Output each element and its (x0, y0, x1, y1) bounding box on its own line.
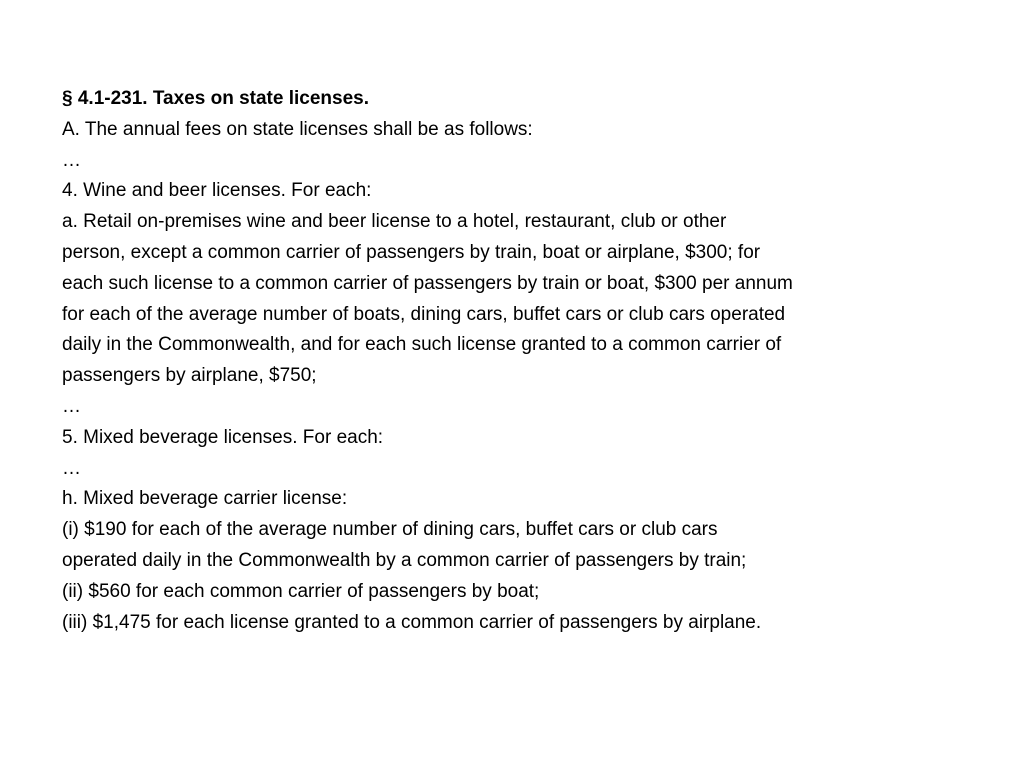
text-line-item-4a-6: passengers by airplane, $750; (62, 365, 317, 387)
text-line-item-5h: h. Mixed beverage carrier license: (62, 488, 348, 510)
text-line-item-5: 5. Mixed beverage licenses. For each: (62, 426, 384, 448)
text-line-item-5h-iii: (iii) $1,475 for each license granted to a common carrier of passengers by airplane. (62, 611, 762, 633)
text-line-item-4a-5: daily in the Commonwealth, and for each such license granted to a common carrier of (62, 334, 782, 356)
text-line-item-5h-ii: (ii) $560 for each common carrier of passengers by boat; (62, 580, 540, 602)
statute-text (62, 84, 1002, 638)
section-heading: § 4.1-231. Taxes on state licenses. (62, 88, 369, 109)
text-line-item-4a-1: a. Retail on-premises wine and beer license to a hotel, restaurant, club or other (62, 211, 727, 233)
text-line-subsection-a: A. The annual fees on state licenses shall be as follows: (62, 118, 533, 140)
ellipsis-line: … (62, 395, 81, 417)
text-line-item-4a-4: for each of the average number of boats, dining cars, buffet cars or club cars operated (62, 303, 786, 325)
text-line-item-5h-i-2: operated daily in the Commonwealth by a common carrier of passengers by train; (62, 549, 747, 571)
text-line-item-5h-i-1: (i) $190 for each of the average number of dining cars, buffet cars or club cars (62, 519, 718, 541)
text-line-item-4a-3: each such license to a common carrier of passengers by train or boat, $300 per annum (62, 272, 793, 294)
ellipsis-line: … (62, 149, 81, 171)
text-line-item-4a-2: person, except a common carrier of passengers by train, boat or airplane, $300; for (62, 241, 761, 263)
ellipsis-line: … (62, 457, 81, 479)
text-line-item-4: 4. Wine and beer licenses. For each: (62, 180, 372, 202)
